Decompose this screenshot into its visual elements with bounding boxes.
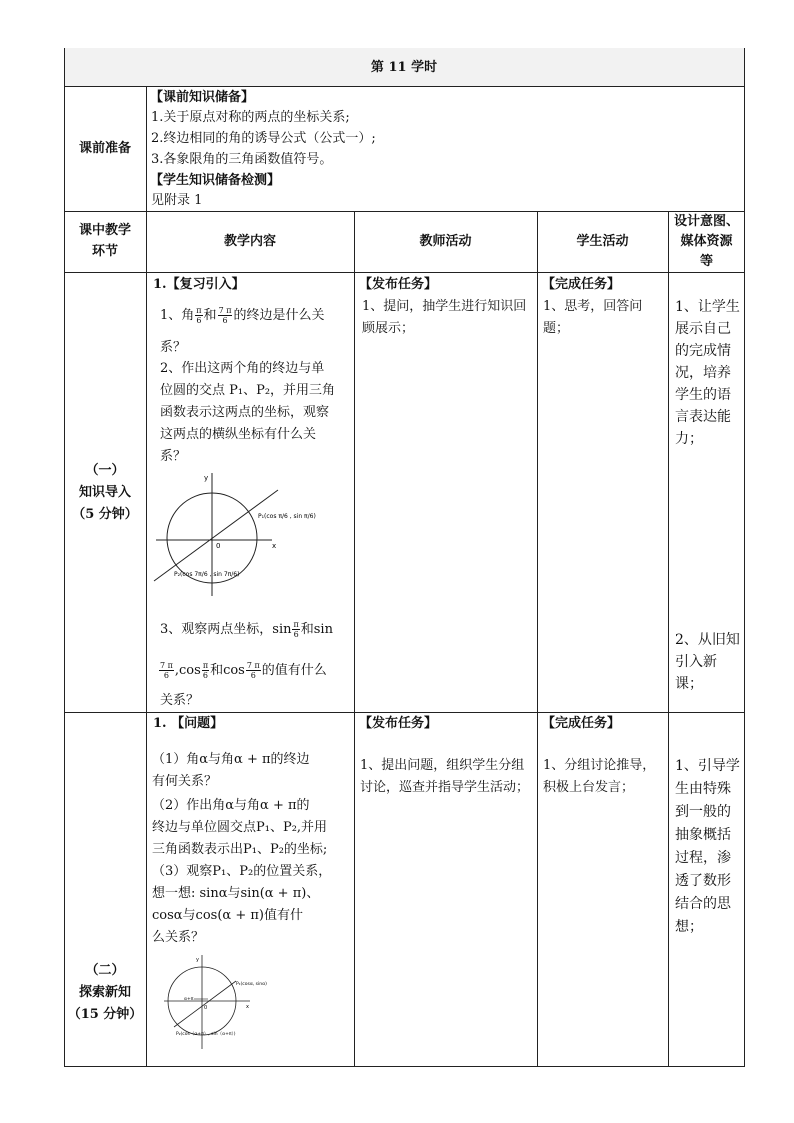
fraction-pi-6: $\frac{\pi}{6}$ [202, 661, 209, 680]
s2-stage-num: （二） [85, 963, 125, 978]
fig1-origin-label: 0 [216, 542, 221, 550]
s1-q2-line3: 函数表示这两点的坐标，观察 [160, 405, 330, 420]
s2-line-5: 三角函数表示出P₁、P₂的坐标; [152, 842, 328, 857]
col-student: 学生活动 [576, 234, 629, 249]
fig1-y-label: y [204, 474, 209, 482]
prep-item-2: 2.终边相同的角的诱导公式（公式一）; [151, 131, 376, 146]
s2-line-9: 么关系？ [152, 930, 205, 945]
s2-stage-time: （15 分钟） [67, 1007, 143, 1022]
s1-student-text: 1、思考，回答问题； [543, 299, 643, 336]
fraction-pi-6: $\frac{\pi}{6}$ [293, 620, 299, 639]
fraction-7pi-6: $\frac{7 \pi}{6}$ [246, 661, 260, 680]
s1-design-2: 2、从旧知引入新课； [675, 632, 740, 692]
s1-q2-line4: 这两点的横纵坐标有什么关 [160, 427, 317, 442]
rule [668, 211, 669, 1067]
s1-q2-line5: 系？ [160, 449, 187, 464]
terminal-side-line [154, 490, 278, 581]
fraction-pi-6: $\frac{\pi}{6}$ [196, 306, 202, 325]
prep-heading-knowledge: 【课前知识储备】 [150, 90, 255, 105]
s2-line-8: cosα与cos(α + π)值有什 [152, 908, 303, 923]
prep-appendix: 见附录 1 [151, 193, 203, 208]
terminal-side-line [174, 981, 236, 1027]
col-design-line3: 等 [699, 254, 713, 269]
fig2-p1-label: P₁(cosα, sinα) [236, 982, 267, 987]
col-content: 教学内容 [223, 234, 276, 249]
s1-q3-line3: 关系？ [160, 693, 200, 708]
fig2-alpha-label: α+π [184, 997, 194, 1002]
s1-q1-line2: 系？ [160, 340, 187, 355]
s1-teacher-text: 1、提问，抽学生进行知识回顾展示； [362, 299, 527, 336]
col-design-line2: 媒体资源 [680, 234, 733, 249]
s2-design: 1、引导学生由特殊到一般的抽象概括过程，渗透了数形结合的思想； [675, 758, 740, 935]
s2-title: 1. 【问题】 [153, 716, 224, 731]
s2-line-2: 有何关系？ [152, 774, 218, 789]
rule [64, 272, 745, 273]
prep-heading-check: 【学生知识储备检测】 [150, 173, 281, 188]
rule [64, 48, 65, 1067]
fig2-origin-label: 0 [204, 1005, 208, 1011]
col-stage-line1: 课中教学 [78, 223, 131, 238]
s2-stage-name: 探索新知 [78, 985, 131, 1000]
prep-label: 课前准备 [78, 141, 131, 156]
s2-student-text: 1、分组讨论推导，积极上台发言； [543, 758, 656, 795]
unit-circle-figure-2 [160, 953, 300, 1053]
rule [537, 211, 538, 1067]
s2-line-1: （1）角α与角α + π的终边 [152, 752, 310, 767]
unit-circle-figure-1 [152, 468, 342, 598]
s2-line-4: 终边与单位圆交点P₁、P₂,并用 [152, 820, 328, 835]
s1-design-1: 1、让学生展示自己的完成情况，培养学生的语言表达能力； [675, 299, 740, 447]
fraction-7pi-6: $\frac{7 \pi}{6}$ [218, 306, 232, 325]
fig2-y-label: y [196, 957, 199, 963]
prep-item-1: 1.关于原点对称的两点的坐标关系; [151, 110, 350, 125]
s1-q2-line2: 位圆的交点 P₁、P₂，并用三角 [160, 383, 336, 398]
s2-teacher-title: 【发布任务】 [359, 716, 438, 731]
s1-teacher-title: 【发布任务】 [359, 277, 438, 292]
rule [744, 48, 745, 1067]
s2-line-6: （3）观察P₁、P₂的位置关系， [152, 864, 332, 879]
fraction-7pi-6: $\frac{7 \pi}{6}$ [160, 661, 173, 680]
s1-q2-line1: 2、作出这两个角的终边与单 [160, 361, 325, 376]
lesson-title: 第 11 学时 [370, 60, 438, 75]
s1-q3-line2: $\frac{7 \pi}{6}$ ,cos $\frac{\pi}{6}$ 和cos $\frac{7 \pi}{6}$ 的值有什么 [160, 661, 327, 680]
rule [64, 1066, 745, 1067]
s2-teacher-text: 1、提出问题，组织学生分组讨论，巡查并指导学生活动； [360, 758, 530, 795]
s1-q1-line1: 1、角 $\frac{\pi}{6}$ 和 $\frac{7 \pi}{6}$ 的终边是什么关 [160, 306, 325, 325]
s2-line-3: （2）作出角α与角α + π的 [152, 798, 310, 813]
fig1-p1-label: P₁(cos π/6 , sin π/6) [258, 513, 316, 520]
s1-stage-name: 知识导入 [78, 485, 131, 500]
rule [354, 211, 355, 1067]
s1-stage-time: （5 分钟） [72, 507, 138, 522]
fig2-p2-label: P₂(cos（α+π）, sin（α+π）) [176, 1032, 236, 1037]
fig1-p2-label: P₂(cos 7π/6 , sin 7π/6) [174, 571, 240, 578]
fig2-x-label: x [246, 1004, 249, 1010]
col-stage-line2: 环节 [91, 244, 118, 259]
s1-q3-line1: 3、观察两点坐标，sin $\frac{\pi}{6}$ 和sin [160, 620, 333, 639]
s2-line-7: 想一想: sinα与sin(α + π)、 [152, 886, 320, 901]
prep-item-3: 3.各象限角的三角函数值符号。 [151, 152, 333, 167]
col-teacher: 教师活动 [419, 234, 472, 249]
s2-student-title: 【完成任务】 [542, 716, 621, 731]
s1-title: 1.【复习引入】 [153, 277, 245, 292]
col-design-line1: 设计意图、 [673, 214, 739, 229]
s1-student-title: 【完成任务】 [542, 277, 621, 292]
s1-stage-num: （一） [85, 463, 125, 478]
fig1-x-label: x [272, 542, 277, 550]
